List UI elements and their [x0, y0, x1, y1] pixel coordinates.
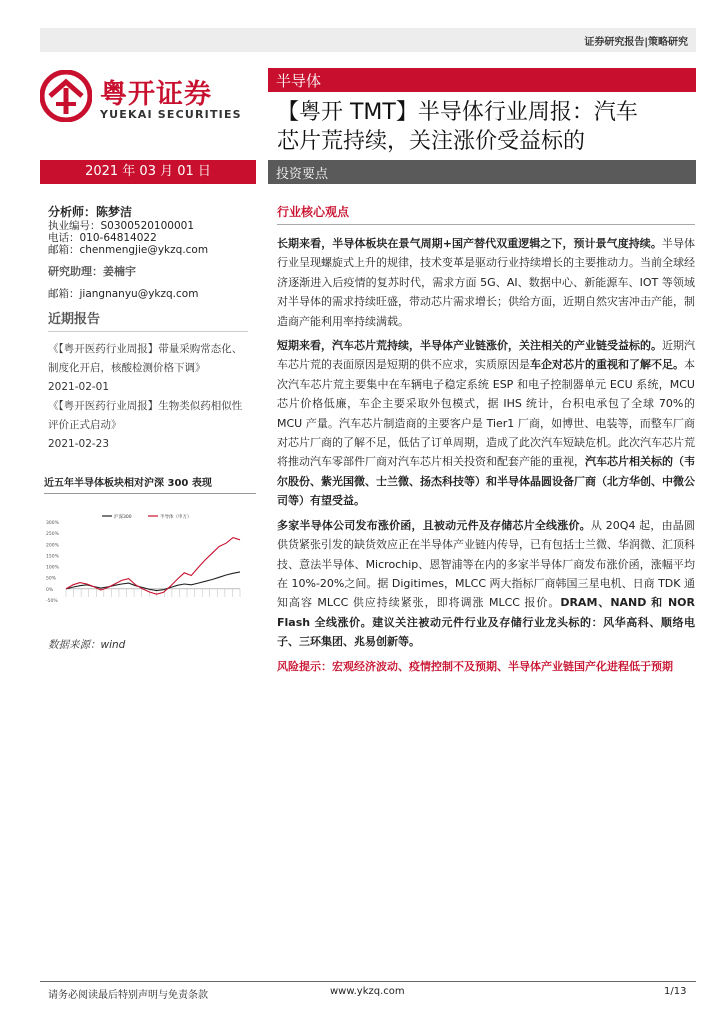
p3-lead: 多家半导体公司发布涨价函，且被动元件及存储芯片全线涨价。 [277, 518, 591, 532]
performance-chart [44, 508, 256, 626]
recent-report-2[interactable] [48, 397, 248, 454]
header-bar [40, 28, 696, 52]
paragraph-price-hike [277, 516, 695, 652]
y-tick-label: 100% [46, 565, 59, 571]
legend-label: 半导体（申万） [160, 515, 192, 520]
brand-name-cn: 粤开证券 [100, 79, 212, 110]
p3-body: 从 20Q4 起，由晶圆供货紧张引发的缺货效应正在半导体产业链内传导，已有包括士兰微、华润微、汇顶科技、意法半导体、Microchip、恩智浦等在内的多家半导体厂商发布涨价函，涨幅平均在 10%-20%之间。据 Digitimes，MLCC 两大指标厂商韩国三星电机、日商 TDK 通知高容 MLCC 供应持续紧张，即将调涨 MLCC 报价。 [277, 518, 695, 610]
y-tick-label: 0% [46, 587, 54, 593]
title-line-1: 【粤开 TMT】半导体行业周报：汽车 [277, 100, 638, 125]
right-column [277, 203, 695, 676]
logo-emblem-icon [40, 70, 92, 122]
p2-body-1: 近期汽车芯片荒的表面原因是短期的供不应求，实质原因是 [277, 339, 695, 372]
risk-warning: 风险提示：宏观经济波动、疫情控制不及预期、半导体产业链国产化进程低于预期 [277, 659, 673, 673]
recent-report-date: 2021-02-23 [48, 438, 110, 450]
y-tick-label: 300% [46, 521, 59, 526]
chart-title: 近五年半导体板块相对沪深 300 表现 [44, 474, 256, 494]
assistant-name: 研究助理：姜楠宇 [48, 265, 136, 278]
analyst-license: 执业编号：S0300520100001 [48, 220, 195, 232]
y-tick-label: -50% [46, 599, 58, 604]
p2-lead: 短期来看，汽车芯片荒持续，半导体产业链涨价，关注相关的产业链受益标的。 [277, 339, 662, 353]
legend-label: 沪深300 [114, 515, 132, 520]
recent-report-title: 《【粤开医药行业周报】生物类似药相似性评价正式启动》 [48, 400, 243, 431]
sector-label: 半导体 [268, 68, 696, 92]
page-number: 1/13 [664, 986, 687, 997]
y-tick-label: 50% [46, 576, 57, 582]
report-title [277, 98, 702, 156]
left-column [48, 206, 248, 454]
paragraph-short-term [277, 336, 695, 511]
series-line-hs300 [66, 572, 240, 591]
analyst-name: 分析师：陈梦洁 [48, 205, 133, 219]
core-view-heading: 行业核心观点 [277, 203, 695, 225]
report-category: 证券研究报告|策略研究 [584, 37, 688, 48]
data-source: 数据来源：wind [48, 639, 126, 651]
paragraph-long-term [277, 234, 695, 331]
recent-report-date: 2021-02-01 [48, 381, 110, 393]
footer-divider [40, 981, 696, 982]
p2-beneficiaries: 汽车芯片相关标的（韦尔股份、紫光国微、士兰微、扬杰科技等）和半导体晶圆设备厂商（北方华创、中微公司等）有望受益。 [277, 455, 695, 508]
y-tick-label: 150% [46, 554, 59, 560]
recent-report-title: 《【粤开医药行业周报】带量采购常态化、制度化开启，核酸检测价格下调》 [48, 343, 243, 374]
footer-disclaimer[interactable]: 请务必阅读最后特别声明与免责条款 [48, 990, 208, 1001]
recent-report-1[interactable] [48, 340, 248, 397]
brand-name-en: YUEKAI SECURITIES [100, 108, 242, 121]
y-tick-label: 250% [46, 532, 59, 538]
title-line-2: 芯片荒持续，关注涨价受益标的 [277, 129, 586, 154]
section-title: 投资要点 [268, 160, 696, 184]
analyst-phone: 电话：010-64814022 [48, 232, 157, 244]
p2-body-2: 本次汽车芯片荒主要集中在车辆电子稳定系统 ESP 和电子控制器单元 ECU 系统，MCU 芯片价格低廉，车企主要采取外包模式，据 IHS 统计，台积电承包了全球 70%的 MCU 产量。汽车芯片制造商的主要客户是 Tier1 厂商，如博世、电装等，而整车厂商对芯片厂商的了解不足，低估了订单周期，造成了此次汽车短缺危机。此次汽车芯片荒将推动汽车零部件厂商对汽车芯片相关投资和配套产能的重视， [277, 358, 695, 469]
report-date: 2021 年 03 月 01 日 [40, 160, 256, 184]
series-line-semiconductor [66, 538, 240, 595]
p1-lead: 长期来看，半导体板块在景气周期+国产替代双重逻辑之下，预计景气度持续。 [277, 237, 662, 250]
p3-recommendation: DRAM、NAND 和 NOR Flash 全线涨价。建议关注被动元件行业及存储行业龙头标的：风华高科、顺络电子、三环集团、兆易创新等。 [277, 596, 695, 649]
assistant-email[interactable]: 邮箱：jiangnanyu@ykzq.com [48, 288, 199, 300]
analyst-email[interactable]: 邮箱：chenmengjie@ykzq.com [48, 244, 209, 256]
recent-reports-heading: 近期报告 [48, 314, 248, 332]
y-tick-label: 200% [46, 543, 59, 549]
brand-logo [40, 70, 255, 130]
footer-website[interactable]: www.ykzq.com [330, 986, 405, 997]
p2-emphasis: 车企对芯片的重视和了解不足。 [530, 358, 684, 372]
p1-body: 半导体行业呈现螺旋式上升的规律，技术变革是驱动行业持续增长的主要推动力。当前全球经济逐渐进入后疫情的复苏时代，需求方面 5G、AI、数据中心、新能源车、IOT 等领域对半导体的需求持续旺盛，带动芯片需求增长；供给方面，近期自然灾害冲击产能，制造商产能利用率持续满载。 [277, 237, 696, 328]
